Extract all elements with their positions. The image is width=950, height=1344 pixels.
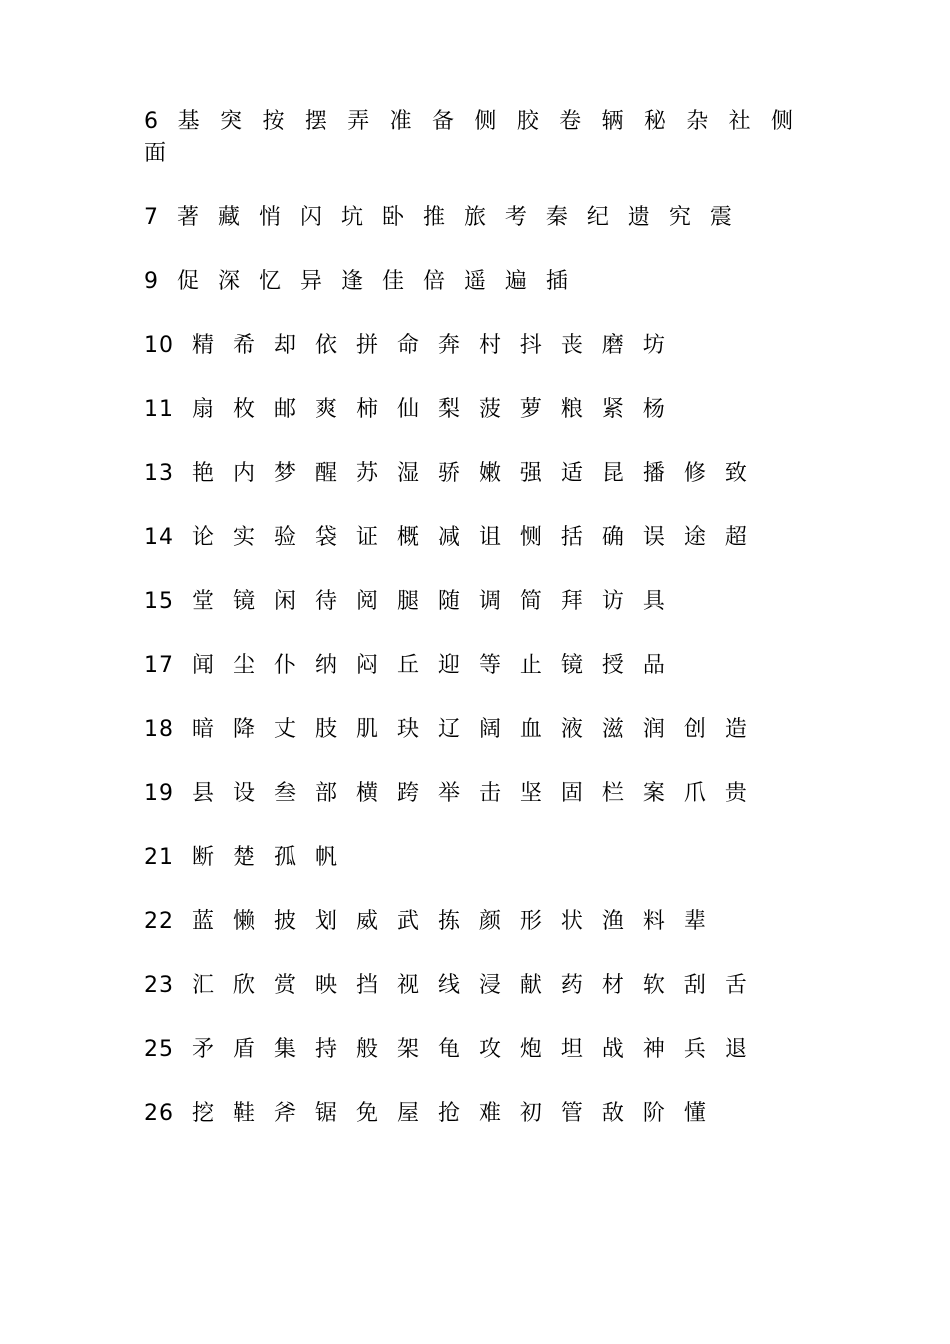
vocabulary-line-lesson-26: 26 挖 鞋 斧 锯 免 屋 抢 难 初 管 敌 阶 懂	[144, 1101, 707, 1126]
vocabulary-line-lesson-11: 11 扇 枚 邮 爽 柿 仙 梨 菠 萝 粮 紧 杨	[144, 397, 666, 422]
vocabulary-line-lesson-17: 17 闻 尘 仆 纳 闷 丘 迎 等 止 镜 授 品	[144, 653, 666, 678]
vocabulary-line-lesson-14: 14 论 实 验 袋 证 概 减 诅 恻 括 确 误 途 超	[144, 525, 748, 550]
vocabulary-line-lesson-7: 7 著 藏 悄 闪 坑 卧 推 旅 考 秦 纪 遗 究 震	[144, 205, 733, 230]
vocabulary-line-lesson-13: 13 艳 内 梦 醒 苏 湿 骄 嫩 强 适 昆 播 修 致	[144, 461, 748, 486]
vocabulary-line-lesson-22: 22 蓝 懒 披 划 威 武 拣 颜 形 状 渔 料 辈	[144, 909, 707, 934]
vocabulary-line-lesson-15: 15 堂 镜 闲 待 阅 腿 随 调 简 拜 访 具	[144, 589, 666, 614]
vocabulary-line-lesson-21: 21 断 楚 孤 帆	[144, 845, 338, 870]
vocabulary-line-lesson-6: 6 基 突 按 摆 弄 准 备 侧 胶 卷 辆 秘 杂 社 侧 面	[144, 109, 794, 166]
vocabulary-list	[144, 106, 794, 1162]
vocabulary-line-lesson-10: 10 精 希 却 依 拼 命 奔 村 抖 丧 磨 坊	[144, 333, 666, 358]
vocabulary-line-lesson-18: 18 暗 降 丈 肢 肌 玦 辽 阔 血 液 滋 润 创 造	[144, 717, 748, 742]
vocabulary-line-lesson-23: 23 汇 欣 赏 映 挡 视 线 浸 献 药 材 软 刮 舌	[144, 973, 748, 998]
vocabulary-line-lesson-9: 9 促 深 忆 异 逢 佳 倍 遥 遍 插	[144, 269, 569, 294]
vocabulary-line-lesson-25: 25 矛 盾 集 持 般 架 龟 攻 炮 坦 战 神 兵 退	[144, 1037, 748, 1062]
vocabulary-line-lesson-19: 19 县 设 叁 部 横 跨 举 击 坚 固 栏 案 爪 贵	[144, 781, 748, 806]
